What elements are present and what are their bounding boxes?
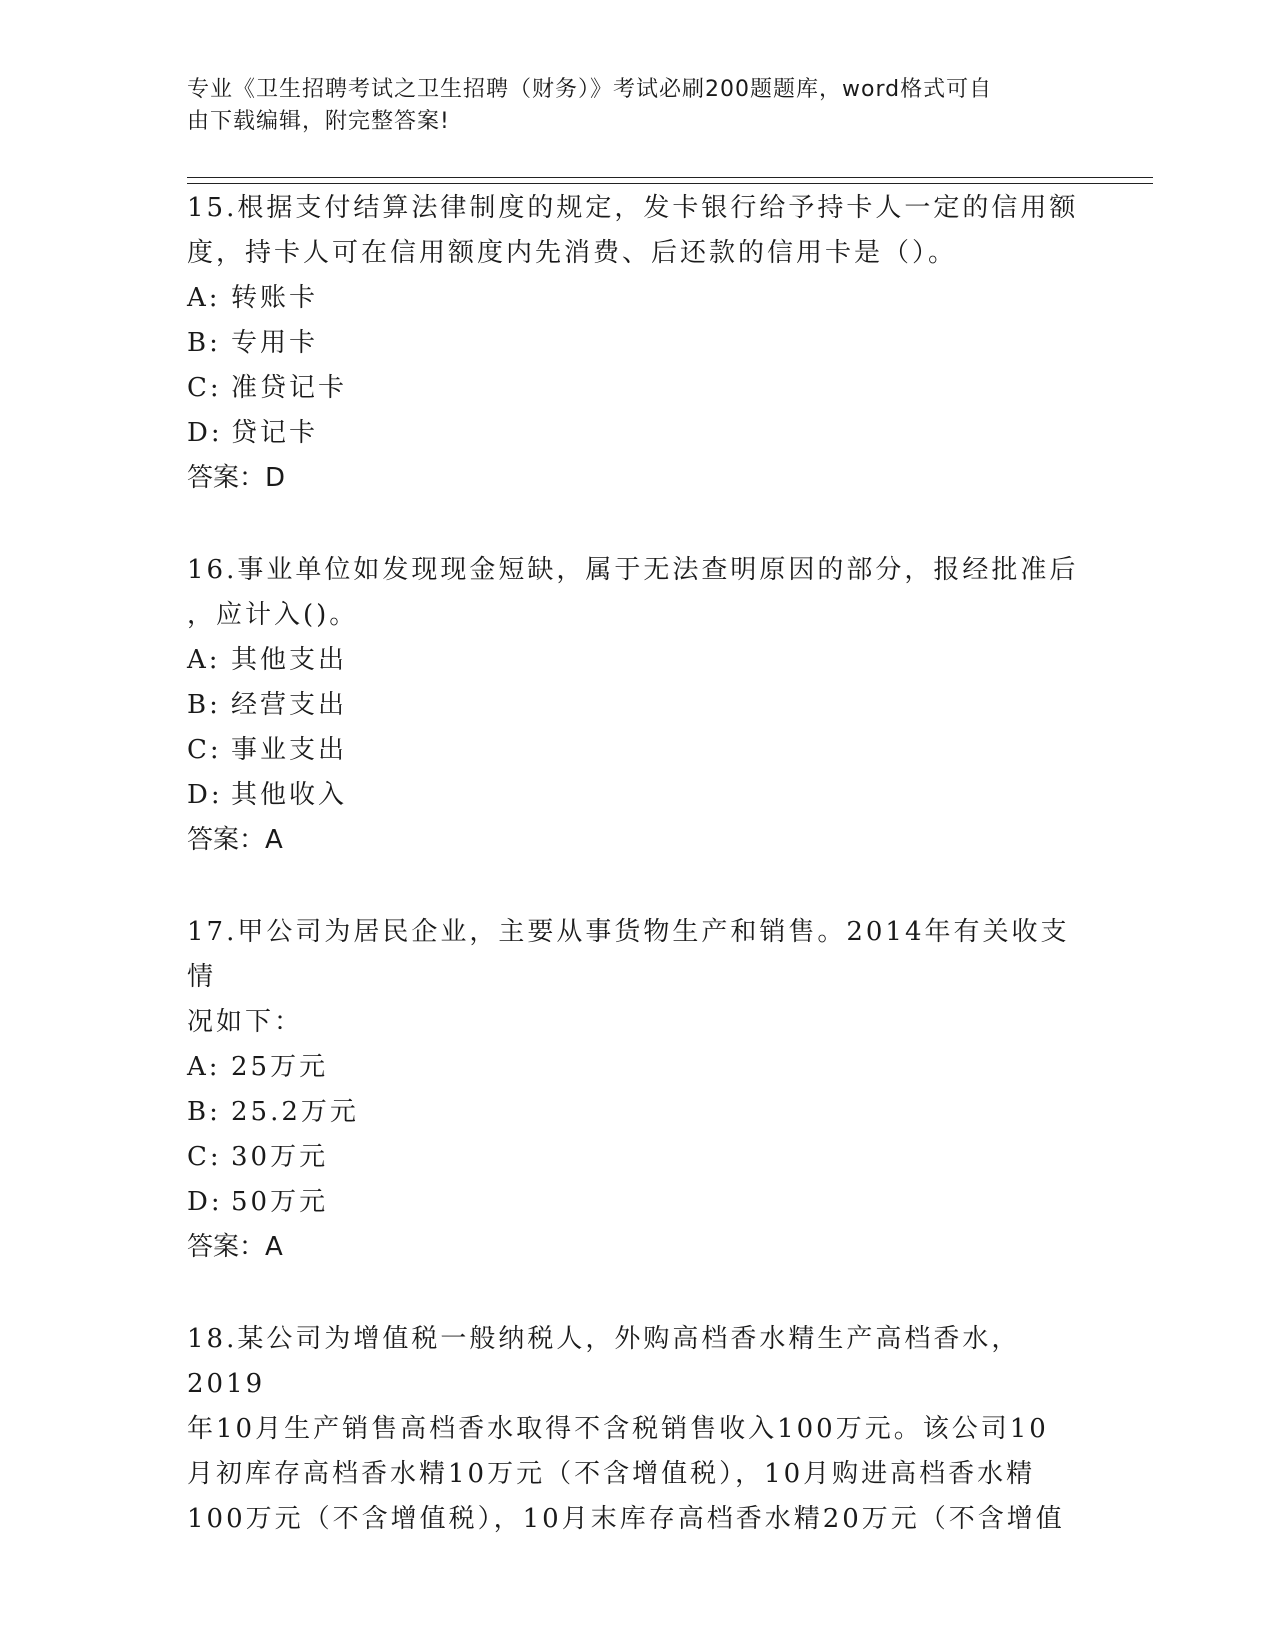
question-stem-line: 17.甲公司为居民企业，主要从事货物生产和销售。2014年有关收支情: [187, 917, 1070, 992]
question-stem-line: ，应计入()。: [187, 600, 359, 630]
option-text: 事业支出: [231, 735, 348, 765]
option-key: A:: [187, 645, 221, 675]
question-stem-line: 年10月生产销售高档香水取得不含税销售收入100万元。该公司10: [187, 1414, 1049, 1444]
question-list: [187, 186, 1087, 1589]
option-text: 经营支出: [231, 690, 348, 720]
header-divider-top: [187, 177, 1153, 178]
question-17: [187, 910, 1087, 1270]
option-text: 转账卡: [231, 283, 319, 313]
answer-line: [187, 818, 1087, 863]
option-a: [187, 276, 1087, 321]
answer-line: [187, 456, 1087, 501]
option-key: B:: [187, 328, 221, 358]
question-stem-line: 15.根据支付结算法律制度的规定，发卡银行给予持卡人一定的信用额: [187, 193, 1079, 223]
header-divider-bottom: [187, 183, 1153, 184]
answer-value: A: [265, 825, 283, 855]
document-header: [187, 74, 1067, 138]
option-text: 其他支出: [231, 645, 348, 675]
answer-label: 答案：: [187, 463, 266, 493]
option-b: [187, 321, 1087, 366]
header-line-1: 专业《卫生招聘考试之卫生招聘（财务）》考试必刷200题题库，word格式可自: [187, 77, 993, 102]
option-text: 50万元: [231, 1187, 329, 1217]
question-18: [187, 1317, 1087, 1542]
question-stem-line: 度，持卡人可在信用额度内先消费、后还款的信用卡是（）。: [187, 238, 958, 268]
option-d: [187, 1180, 1087, 1225]
option-key: B:: [187, 690, 221, 720]
answer-label: 答案：: [187, 825, 266, 855]
question-15: [187, 186, 1087, 501]
option-key: C:: [187, 373, 222, 403]
option-text: 其他收入: [231, 780, 348, 810]
option-key: C:: [187, 1142, 222, 1172]
header-line-2: 由下载编辑，附完整答案!: [187, 109, 450, 134]
question-stem-line: 18.某公司为增值税一般纳税人，外购高档香水精生产高档香水，2019: [187, 1324, 1021, 1399]
option-d: [187, 411, 1087, 456]
option-text: 30万元: [231, 1142, 329, 1172]
question-stem-line: 况如下：: [187, 1007, 304, 1037]
option-text: 25万元: [231, 1052, 329, 1082]
answer-label: 答案：: [187, 1232, 266, 1262]
answer-value: D: [265, 463, 286, 493]
option-b: [187, 683, 1087, 728]
answer-value: A: [265, 1232, 283, 1262]
answer-line: [187, 1225, 1087, 1270]
option-c: [187, 728, 1087, 773]
option-text: 贷记卡: [231, 418, 319, 448]
option-text: 25.2万元: [231, 1097, 359, 1127]
option-key: D:: [187, 780, 223, 810]
question-stem-line: 100万元（不含增值税），10月末库存高档香水精20万元（不含增值: [187, 1504, 1065, 1534]
option-a: [187, 1045, 1087, 1090]
option-c: [187, 1135, 1087, 1180]
option-d: [187, 773, 1087, 818]
option-c: [187, 366, 1087, 411]
option-key: A:: [187, 1052, 221, 1082]
option-a: [187, 638, 1087, 683]
option-key: B:: [187, 1097, 221, 1127]
option-b: [187, 1090, 1087, 1135]
option-key: C:: [187, 735, 222, 765]
option-text: 准贷记卡: [231, 373, 348, 403]
option-text: 专用卡: [231, 328, 319, 358]
question-16: [187, 548, 1087, 863]
option-key: D:: [187, 418, 223, 448]
option-key: A:: [187, 283, 221, 313]
question-stem-line: 16.事业单位如发现现金短缺，属于无法查明原因的部分，报经批准后: [187, 555, 1079, 585]
option-key: D:: [187, 1187, 223, 1217]
question-stem-line: 月初库存高档香水精10万元（不含增值税），10月购进高档香水精: [187, 1459, 1036, 1489]
